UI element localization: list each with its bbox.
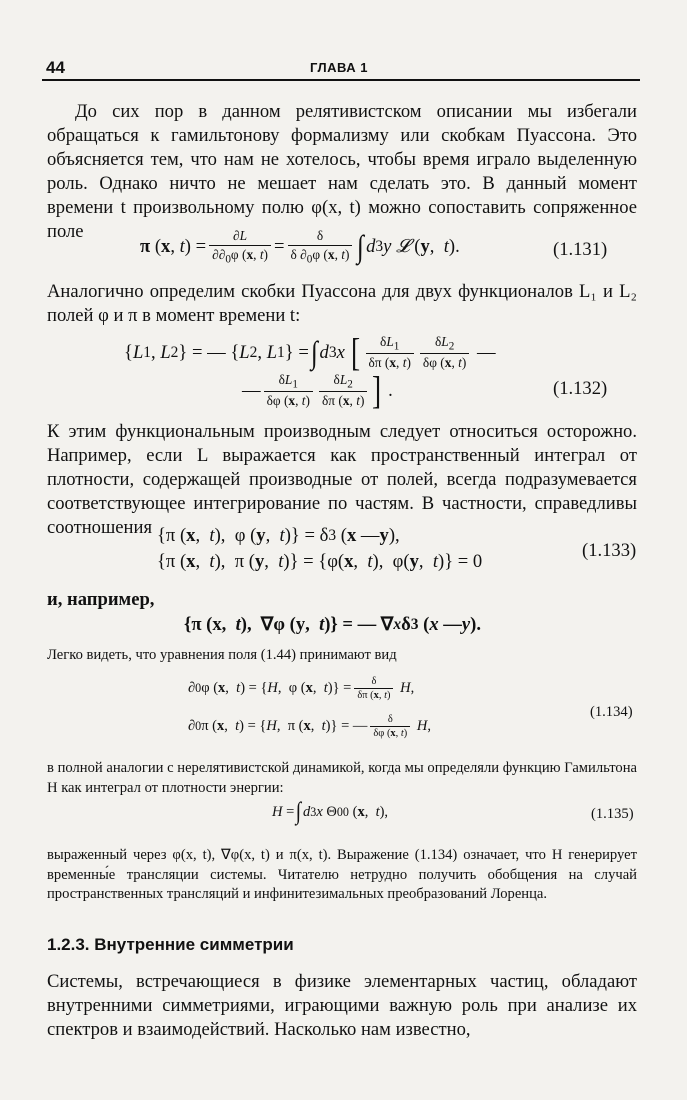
equation-1-132-line-2: — $\frac{\delta L_1}{\delta\varphi (x, t)}$ $\frac{\delta L_2}{\delta\pi (x, t)}$ ] . bbox=[242, 369, 393, 412]
equation-1-135: H = ∫ d 3 x Θ 00 ( x , t ), bbox=[272, 798, 389, 825]
paragraph-2: Аналогично определим скобки Пуассона для двух функционалов L₁ и L₂ полей φ и π в момент времени t: bbox=[47, 281, 637, 326]
equation-1-133-line-1: {π ( x , t ), φ ( y , t )} = δ 3 ( x — y ), bbox=[157, 525, 400, 546]
section-heading: 1.2.3. Внутренние симметрии bbox=[47, 935, 294, 954]
equation-1-134-line-2: ∂ 0 π ( x , t ) = { H , π ( x , t )} = — $\frac{\delta}{\delta\varphi (x, t)}$ H , bbox=[188, 714, 431, 739]
equation-1-131: π ( x , t ) = $\frac{\partial L}{\partial\partial_0\varphi (x, t)}$ = $\frac{\delta}{\delta \partial_0\varphi (x, t)}$ ∫ d 3 y 𝓛 ( y , t ). bbox=[140, 228, 460, 266]
paragraph-8: Системы, встречающиеся в физике элементарных частиц, обладают внутренними симметриями, играющими важную роль при анализе их спектров и взаимодействий. Насколько нам известно, bbox=[47, 971, 637, 1040]
equation-number-1-131: (1.131) bbox=[553, 239, 608, 260]
equation-number-1-135: (1.135) bbox=[591, 806, 634, 822]
page-number: 44 bbox=[46, 58, 65, 77]
paragraph-4: и, например, bbox=[47, 589, 155, 610]
page-header bbox=[42, 58, 642, 80]
chapter-title: ГЛАВА 1 bbox=[310, 60, 369, 75]
equation-1-133-line-2: {π ( x , t ), π ( y , t )} = {φ( x , t ), φ( y , t )} = 0 bbox=[157, 551, 483, 572]
header-rule bbox=[42, 79, 640, 81]
paragraph-5: Легко видеть, что уравнения поля (1.44) принимают вид bbox=[47, 647, 397, 663]
equation-number-1-133: (1.133) bbox=[582, 540, 637, 561]
paragraph-7: выраженный через φ(x, t), ∇φ(x, t) и π(x, t). Выражение (1.134) означает, что H генерирует временны́е трансляции системы. Читателю нетрудно получить обобщения на случай пространственных трансляций и инфинитезимальных преобразований Лоренца. bbox=[47, 847, 637, 902]
equation-nabla: {π ( x , t ), ∇φ ( y , t )} = — ∇ x δ 3 ( x — y ). bbox=[184, 614, 481, 635]
equation-1-132-line-1: { L 1 , L 2 } = — { L 2 , L 1 } = ∫ d 3 x [ $\frac{\delta L_1}{\delta\pi (x, t)}$ $\frac{\delta L_2}{\delta\varphi (x, t)}$ — bbox=[124, 331, 496, 374]
paragraph-6: в полной аналогии с нерелятивистской динамикой, когда мы определяли функцию Гамильтона H как интеграл от плотности энергии: bbox=[47, 760, 637, 796]
equation-1-134-line-1: ∂ 0 φ ( x , t ) = { H , φ ( x , t )} = $\frac{\delta}{\delta\pi (x, t)}$ H , bbox=[188, 676, 415, 701]
equation-number-1-132: (1.132) bbox=[553, 378, 608, 399]
equation-number-1-134: (1.134) bbox=[590, 704, 633, 720]
paragraph-1: До сих пор в данном релятивистском описании мы избегали обращаться к гамильтонову формализму или скобкам Пуассона. Это объясняется тем, что нам не хотелось, чтобы время играло выделенную роль. Однако ничто не мешает нам сделать это. В данный момент времени t произвольному полю φ(x, t) можно сопоставить сопряженное поле bbox=[47, 101, 637, 242]
paragraph-3: К этим функциональным производным следует относиться осторожно. Например, если L выражается как пространственный интеграл от плотности, содержащей производные от полей, всегда подразумевается соответствующее интегрирование по частям. В частности, справедливы соотношения bbox=[47, 421, 637, 538]
